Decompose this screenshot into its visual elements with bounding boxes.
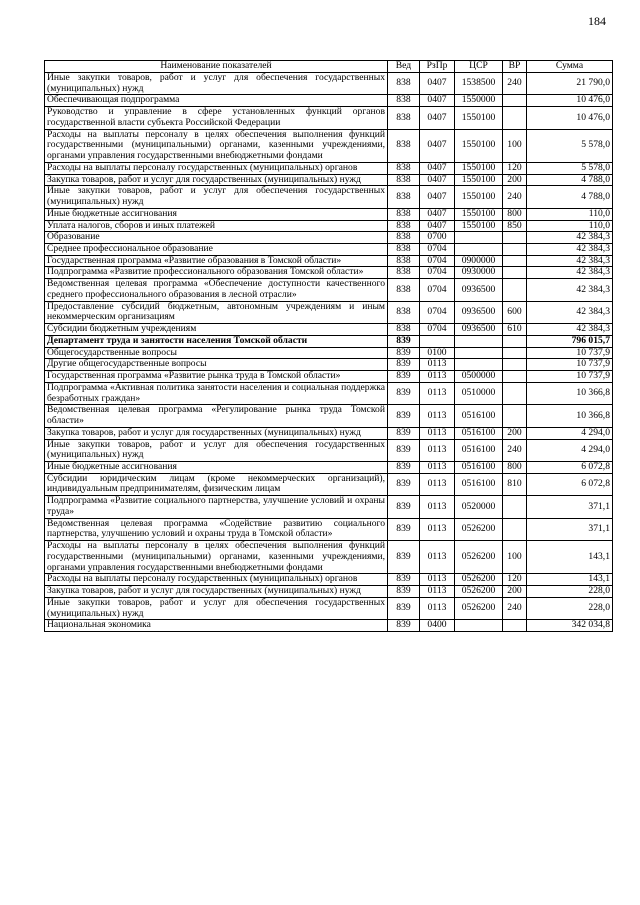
cell-name: Департамент труда и занятости населения Томской области	[45, 335, 388, 347]
cell-vr: 240	[503, 73, 527, 95]
table-row	[45, 347, 613, 359]
cell-ved: 838	[388, 324, 420, 336]
table-row	[45, 324, 613, 336]
cell-ved: 839	[388, 574, 420, 586]
cell-rzpr: 0407	[420, 162, 455, 174]
cell-rzpr: 0113	[420, 518, 455, 540]
cell-name: Подпрограмма «Активная политика занятости населения и социальная поддержка безработных граждан»	[45, 382, 388, 404]
cell-csr: 1550100	[455, 129, 503, 162]
cell-rzpr: 0400	[420, 620, 455, 632]
table-row	[45, 382, 613, 404]
cell-csr: 1550100	[455, 220, 503, 232]
cell-name: Образование	[45, 232, 388, 244]
cell-rzpr: 0113	[420, 382, 455, 404]
cell-csr: 0936500	[455, 279, 503, 301]
cell-ved: 839	[388, 439, 420, 461]
table-row	[45, 220, 613, 232]
cell-csr: 1550100	[455, 162, 503, 174]
cell-sum: 228,0	[527, 597, 613, 619]
cell-ved: 839	[388, 597, 420, 619]
cell-sum: 10 366,8	[527, 382, 613, 404]
cell-name: Иные бюджетные ассигнования	[45, 208, 388, 220]
cell-vr: 600	[503, 301, 527, 323]
cell-sum: 371,1	[527, 518, 613, 540]
table-row	[45, 405, 613, 427]
table-row	[45, 255, 613, 267]
cell-name: Государственная программа «Развитие образования в Томской области»	[45, 255, 388, 267]
cell-name: Иные закупки товаров, работ и услуг для обеспечения государственных (муниципальных) нужд	[45, 597, 388, 619]
table-row	[45, 174, 613, 186]
cell-name: Предоставление субсидий бюджетным, автономным учреждениям и иным некоммерческим организациям	[45, 301, 388, 323]
cell-rzpr: 0113	[420, 496, 455, 518]
cell-ved: 839	[388, 427, 420, 439]
cell-ved: 838	[388, 95, 420, 107]
cell-name: Закупка товаров, работ и услуг для государственных (муниципальных) нужд	[45, 586, 388, 598]
cell-name: Закупка товаров, работ и услуг для государственных (муниципальных) нужд	[45, 427, 388, 439]
cell-sum: 228,0	[527, 586, 613, 598]
cell-csr: 0516100	[455, 439, 503, 461]
cell-rzpr: 0407	[420, 95, 455, 107]
cell-rzpr	[420, 335, 455, 347]
cell-rzpr: 0113	[420, 427, 455, 439]
cell-rzpr: 0704	[420, 324, 455, 336]
cell-ved: 838	[388, 244, 420, 256]
cell-ved: 839	[388, 473, 420, 495]
cell-sum: 42 384,3	[527, 279, 613, 301]
cell-ved: 839	[388, 335, 420, 347]
cell-name: Подпрограмма «Развитие профессионального образования Томской области»	[45, 267, 388, 279]
cell-ved: 839	[388, 518, 420, 540]
cell-csr	[455, 335, 503, 347]
cell-vr	[503, 335, 527, 347]
cell-rzpr: 0113	[420, 359, 455, 371]
table-row	[45, 620, 613, 632]
cell-ved: 838	[388, 255, 420, 267]
cell-name: Закупка товаров, работ и услуг для государственных (муниципальных) нужд	[45, 174, 388, 186]
cell-ved: 838	[388, 73, 420, 95]
table-row	[45, 162, 613, 174]
cell-vr	[503, 371, 527, 383]
table-row	[45, 473, 613, 495]
cell-sum: 10 737,9	[527, 347, 613, 359]
cell-csr: 1550000	[455, 95, 503, 107]
cell-rzpr: 0407	[420, 174, 455, 186]
cell-ved: 838	[388, 267, 420, 279]
cell-csr: 1538500	[455, 73, 503, 95]
cell-rzpr: 0407	[420, 186, 455, 208]
cell-name: Субсидии бюджетным учреждениям	[45, 324, 388, 336]
cell-ved: 839	[388, 496, 420, 518]
cell-name: Расходы на выплаты персоналу в целях обеспечения выполнения функций государственными (муниципальными) органами, казенными учреждениями, органами управления государственными внебюджетными фондами	[45, 541, 388, 574]
cell-csr: 1550100	[455, 208, 503, 220]
cell-sum: 371,1	[527, 496, 613, 518]
cell-rzpr: 0113	[420, 439, 455, 461]
cell-ved: 839	[388, 359, 420, 371]
cell-csr: 0526200	[455, 597, 503, 619]
cell-vr	[503, 620, 527, 632]
cell-csr	[455, 232, 503, 244]
cell-sum: 4 788,0	[527, 174, 613, 186]
cell-rzpr: 0113	[420, 371, 455, 383]
cell-csr: 0500000	[455, 371, 503, 383]
cell-sum: 796 015,7	[527, 335, 613, 347]
cell-name: Ведомственная целевая программа «Обеспечение доступности качественного среднего профессионального образования в лесной отрасли»	[45, 279, 388, 301]
cell-csr	[455, 620, 503, 632]
cell-vr: 240	[503, 439, 527, 461]
cell-csr: 0516100	[455, 461, 503, 473]
cell-name: Иные закупки товаров, работ и услуг для обеспечения государственных (муниципальных) нужд	[45, 73, 388, 95]
cell-name: Обеспечивающая подпрограмма	[45, 95, 388, 107]
cell-csr	[455, 244, 503, 256]
cell-ved: 839	[388, 541, 420, 574]
table-row	[45, 359, 613, 371]
cell-sum: 6 072,8	[527, 461, 613, 473]
cell-csr: 0516100	[455, 427, 503, 439]
cell-sum: 42 384,3	[527, 324, 613, 336]
cell-vr: 240	[503, 597, 527, 619]
cell-name: Государственная программа «Развитие рынка труда в Томской области»	[45, 371, 388, 383]
cell-name: Подпрограмма «Развитие социального партнерства, улучшение условий и охраны труда»	[45, 496, 388, 518]
cell-vr: 100	[503, 129, 527, 162]
cell-name: Ведомственная целевая программа «Регулирование рынка труда Томской области»	[45, 405, 388, 427]
cell-sum: 342 034,8	[527, 620, 613, 632]
cell-sum: 143,1	[527, 541, 613, 574]
cell-csr: 0930000	[455, 267, 503, 279]
cell-rzpr: 0407	[420, 107, 455, 129]
table-row	[45, 267, 613, 279]
cell-csr: 0516100	[455, 405, 503, 427]
table-row	[45, 371, 613, 383]
cell-csr: 0526200	[455, 574, 503, 586]
cell-sum: 42 384,3	[527, 232, 613, 244]
table-row	[45, 586, 613, 598]
cell-ved: 838	[388, 208, 420, 220]
cell-rzpr: 0704	[420, 301, 455, 323]
cell-ved: 839	[388, 371, 420, 383]
table-header-row	[45, 61, 613, 73]
cell-vr: 120	[503, 574, 527, 586]
cell-vr: 200	[503, 174, 527, 186]
cell-sum: 143,1	[527, 574, 613, 586]
table-row	[45, 95, 613, 107]
cell-rzpr: 0704	[420, 279, 455, 301]
cell-vr	[503, 496, 527, 518]
cell-sum: 4 294,0	[527, 439, 613, 461]
cell-vr	[503, 279, 527, 301]
cell-vr	[503, 255, 527, 267]
cell-sum: 10 737,9	[527, 359, 613, 371]
cell-name: Национальная экономика	[45, 620, 388, 632]
cell-sum: 10 476,0	[527, 95, 613, 107]
cell-name: Расходы на выплаты персоналу государственных (муниципальных) органов	[45, 574, 388, 586]
cell-sum: 42 384,3	[527, 301, 613, 323]
cell-vr	[503, 405, 527, 427]
cell-csr: 0936500	[455, 324, 503, 336]
cell-sum: 110,0	[527, 220, 613, 232]
cell-sum: 10 366,8	[527, 405, 613, 427]
table-row	[45, 541, 613, 574]
table-row	[45, 279, 613, 301]
cell-csr	[455, 347, 503, 359]
header-rzpr: РзПр	[420, 61, 455, 73]
header-csr: ЦСР	[455, 61, 503, 73]
table-row	[45, 439, 613, 461]
cell-sum: 4 788,0	[527, 186, 613, 208]
table-row	[45, 301, 613, 323]
header-sum: Сумма	[527, 61, 613, 73]
cell-vr: 610	[503, 324, 527, 336]
cell-ved: 838	[388, 232, 420, 244]
cell-rzpr: 0113	[420, 541, 455, 574]
cell-csr: 1550100	[455, 186, 503, 208]
cell-csr: 1550100	[455, 107, 503, 129]
cell-rzpr: 0704	[420, 255, 455, 267]
cell-vr: 100	[503, 541, 527, 574]
cell-vr	[503, 382, 527, 404]
cell-vr	[503, 95, 527, 107]
cell-ved: 838	[388, 162, 420, 174]
table-row	[45, 335, 613, 347]
table-row	[45, 232, 613, 244]
cell-rzpr: 0704	[420, 244, 455, 256]
cell-rzpr: 0407	[420, 129, 455, 162]
cell-sum: 42 384,3	[527, 267, 613, 279]
cell-vr: 200	[503, 427, 527, 439]
cell-vr	[503, 518, 527, 540]
cell-ved: 838	[388, 174, 420, 186]
cell-vr: 800	[503, 461, 527, 473]
cell-vr: 200	[503, 586, 527, 598]
cell-name: Ведомственная целевая программа «Содействие развитию социального партнерства, улучшению условий и охраны труда в Томской области»	[45, 518, 388, 540]
cell-rzpr: 0113	[420, 461, 455, 473]
header-ved: Вед	[388, 61, 420, 73]
cell-rzpr: 0113	[420, 405, 455, 427]
table-row	[45, 427, 613, 439]
cell-ved: 839	[388, 347, 420, 359]
cell-csr: 1550100	[455, 174, 503, 186]
cell-vr	[503, 232, 527, 244]
cell-csr: 0520000	[455, 496, 503, 518]
cell-rzpr: 0407	[420, 220, 455, 232]
cell-vr: 810	[503, 473, 527, 495]
cell-sum: 10 737,9	[527, 371, 613, 383]
cell-vr: 240	[503, 186, 527, 208]
cell-rzpr: 0700	[420, 232, 455, 244]
cell-csr: 0510000	[455, 382, 503, 404]
cell-sum: 21 790,0	[527, 73, 613, 95]
cell-ved: 839	[388, 382, 420, 404]
table-row	[45, 244, 613, 256]
cell-sum: 6 072,8	[527, 473, 613, 495]
cell-name: Расходы на выплаты персоналу в целях обеспечения выполнения функций государственными (муниципальными) органами, казенными учреждениями, органами управления государственными внебюджетными фондами	[45, 129, 388, 162]
cell-name: Уплата налогов, сборов и иных платежей	[45, 220, 388, 232]
table-row	[45, 107, 613, 129]
cell-vr	[503, 267, 527, 279]
table-row	[45, 208, 613, 220]
cell-rzpr: 0113	[420, 473, 455, 495]
table-row	[45, 574, 613, 586]
cell-name: Другие общегосударственные вопросы	[45, 359, 388, 371]
cell-name: Иные закупки товаров, работ и услуг для обеспечения государственных (муниципальных) нужд	[45, 186, 388, 208]
cell-csr: 0936500	[455, 301, 503, 323]
cell-sum: 42 384,3	[527, 244, 613, 256]
cell-vr: 850	[503, 220, 527, 232]
cell-sum: 4 294,0	[527, 427, 613, 439]
cell-csr: 0526200	[455, 518, 503, 540]
cell-rzpr: 0407	[420, 208, 455, 220]
table-row	[45, 129, 613, 162]
cell-rzpr: 0113	[420, 597, 455, 619]
cell-csr: 0900000	[455, 255, 503, 267]
table-row	[45, 461, 613, 473]
cell-name: Руководство и управление в сфере установленных функций органов государственной власти субъекта Российской Федерации	[45, 107, 388, 129]
cell-ved: 838	[388, 301, 420, 323]
cell-sum: 110,0	[527, 208, 613, 220]
cell-name: Общегосударственные вопросы	[45, 347, 388, 359]
table-row	[45, 518, 613, 540]
cell-sum: 5 578,0	[527, 162, 613, 174]
cell-name: Иные бюджетные ассигнования	[45, 461, 388, 473]
cell-ved: 838	[388, 186, 420, 208]
cell-csr	[455, 359, 503, 371]
cell-name: Среднее профессиональное образование	[45, 244, 388, 256]
cell-name: Расходы на выплаты персоналу государственных (муниципальных) органов	[45, 162, 388, 174]
cell-ved: 839	[388, 620, 420, 632]
cell-csr: 0526200	[455, 586, 503, 598]
table-row	[45, 496, 613, 518]
cell-ved: 838	[388, 220, 420, 232]
header-vr: ВР	[503, 61, 527, 73]
cell-vr	[503, 107, 527, 129]
cell-ved: 839	[388, 461, 420, 473]
header-name: Наименование показателей	[45, 61, 388, 73]
cell-ved: 838	[388, 129, 420, 162]
cell-rzpr: 0407	[420, 73, 455, 95]
cell-vr	[503, 347, 527, 359]
table-row	[45, 73, 613, 95]
cell-vr	[503, 359, 527, 371]
cell-ved: 838	[388, 279, 420, 301]
cell-vr: 800	[503, 208, 527, 220]
table-row	[45, 186, 613, 208]
cell-csr: 0526200	[455, 541, 503, 574]
cell-csr: 0516100	[455, 473, 503, 495]
cell-sum: 10 476,0	[527, 107, 613, 129]
cell-rzpr: 0113	[420, 574, 455, 586]
cell-name: Иные закупки товаров, работ и услуг для обеспечения государственных (муниципальных) нужд	[45, 439, 388, 461]
cell-rzpr: 0100	[420, 347, 455, 359]
cell-ved: 839	[388, 586, 420, 598]
cell-rzpr: 0113	[420, 586, 455, 598]
cell-sum: 5 578,0	[527, 129, 613, 162]
cell-rzpr: 0704	[420, 267, 455, 279]
cell-vr	[503, 244, 527, 256]
cell-name: Субсидии юридическим лицам (кроме некоммерческих организаций), индивидуальным предпринимателям, физическим лицам	[45, 473, 388, 495]
table-row	[45, 597, 613, 619]
cell-ved: 838	[388, 107, 420, 129]
budget-table	[44, 60, 613, 632]
cell-ved: 839	[388, 405, 420, 427]
cell-sum: 42 384,3	[527, 255, 613, 267]
cell-vr: 120	[503, 162, 527, 174]
page-number: 184	[588, 14, 606, 28]
